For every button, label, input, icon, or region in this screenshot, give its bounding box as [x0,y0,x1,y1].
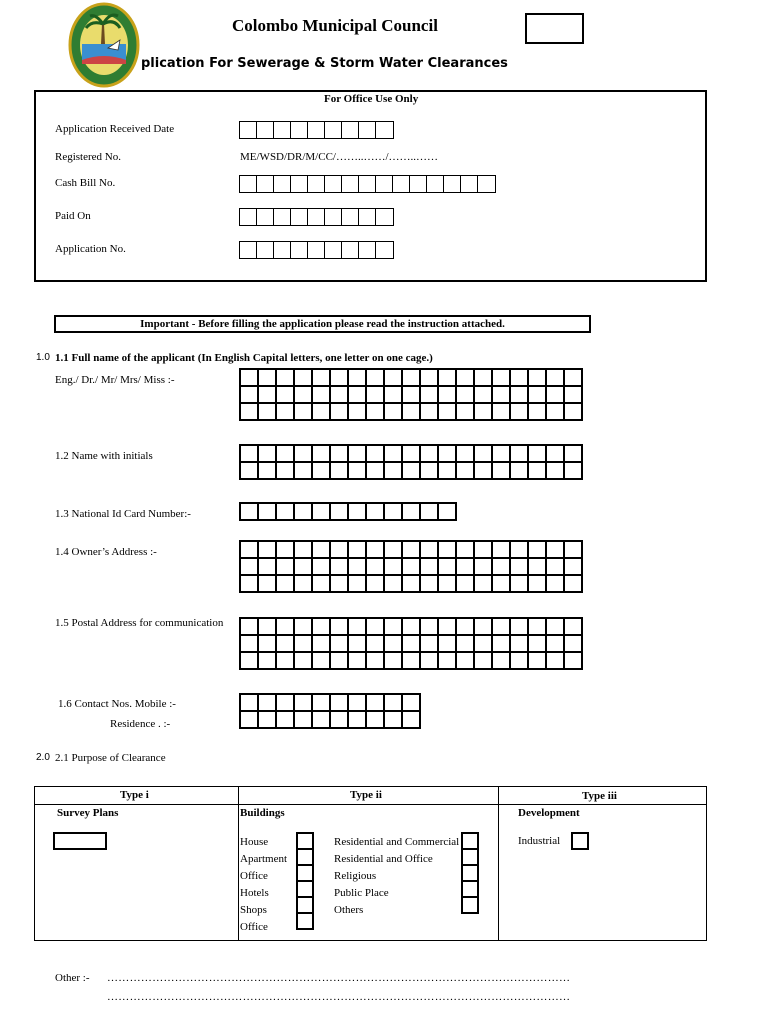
letter-cell[interactable] [358,241,377,259]
owner-address-grid[interactable] [239,540,583,593]
letter-cell[interactable] [307,241,326,259]
letter-cell[interactable] [383,461,403,480]
letter-cell[interactable] [256,208,275,226]
letter-cell[interactable] [311,461,331,480]
letter-cell[interactable] [375,121,394,139]
letter-cell[interactable] [527,461,547,480]
building-option: Public Place [334,887,389,899]
letter-cell[interactable] [437,651,457,670]
letter-cell[interactable] [257,710,277,729]
section-1-heading: 1.1 Full name of the applicant (In English Capital letters, one letter on one cage.) [55,352,433,364]
letter-row [239,574,583,593]
letter-cell[interactable] [473,651,493,670]
page-subtitle: plication For Sewerage & Storm Water Clearances [141,56,508,71]
letter-cell[interactable] [239,651,259,670]
letter-cell[interactable] [257,502,277,521]
letter-cell[interactable] [273,241,292,259]
letter-cell[interactable] [383,574,403,593]
buildings-right-list [334,834,459,919]
contact-grid[interactable] [239,693,421,729]
letter-cell[interactable] [509,651,529,670]
letter-row [239,710,421,729]
letter-cell[interactable] [365,710,385,729]
letter-cell[interactable] [329,502,349,521]
table-header-divider [34,804,707,805]
letter-cell[interactable] [437,402,457,421]
industrial-label: Industrial [518,835,561,847]
letter-cell[interactable] [509,461,529,480]
paid-on-cells[interactable] [239,208,394,226]
letter-cell[interactable] [365,574,385,593]
development-label: Development [518,807,580,819]
letter-cell[interactable] [293,574,313,593]
letter-cell[interactable] [324,175,343,193]
letter-cell[interactable] [257,574,277,593]
important-notice [54,315,591,333]
table-col-divider-2 [498,786,499,941]
letter-cell[interactable] [491,461,511,480]
letter-cell[interactable] [437,502,457,521]
letter-cell[interactable] [401,402,421,421]
building-option: Apartment [240,853,288,865]
mobile-label: 1.6 Contact Nos. Mobile :- [58,698,176,710]
letter-cell[interactable] [347,402,367,421]
section-1-number: 1.0 [36,352,50,363]
letter-cell[interactable] [290,241,309,259]
nic-label: 1.3 National Id Card Number:- [55,508,191,520]
letter-cell[interactable] [307,175,326,193]
table-col-divider-1 [238,786,239,941]
letter-cell[interactable] [347,574,367,593]
letter-cell[interactable] [455,574,475,593]
residence-label: Residence . :- [110,718,171,730]
letter-cell[interactable] [273,175,292,193]
salutation-label: Eng./ Dr./ Mr/ Mrs/ Miss :- [55,374,175,386]
received-date-cells[interactable] [239,121,394,139]
buildings-left-list [240,834,287,936]
nic-grid[interactable] [239,502,457,521]
initials-label: 1.2 Name with initials [55,450,153,462]
building-option: Religious [334,870,377,882]
letter-cell[interactable] [365,651,385,670]
survey-plans-checkbox[interactable] [53,832,107,850]
building-option: Hotels [240,887,269,899]
letter-cell[interactable] [311,710,331,729]
letter-cell[interactable] [401,461,421,480]
cash-bill-label: Cash Bill No. [55,177,116,189]
owner-address-label: 1.4 Owner’s Address :- [55,546,157,558]
letter-cell[interactable] [563,461,583,480]
registered-label: Registered No. [55,151,121,163]
application-no-cells[interactable] [239,241,394,259]
other-line-1[interactable]: …………………………………………………………………………………………………………… [107,972,571,984]
registered-value: ME/WSD/DR/M/CC/……..……/……..…… [240,151,439,163]
letter-cell[interactable] [527,574,547,593]
office-use-title: For Office Use Only [324,93,419,105]
letter-cell[interactable] [375,175,394,193]
letter-cell[interactable] [347,651,367,670]
letter-cell[interactable] [307,208,326,226]
letter-cell[interactable] [275,651,295,670]
letter-cell[interactable] [383,710,403,729]
letter-cell[interactable] [509,402,529,421]
cash-bill-cells[interactable] [239,175,496,193]
letter-cell[interactable] [419,651,439,670]
letter-cell[interactable] [443,175,462,193]
postal-address-label: 1.5 Postal Address for communication [55,617,224,629]
letter-cell[interactable] [347,502,367,521]
letter-cell[interactable] [491,651,511,670]
section-2-heading: 2.1 Purpose of Clearance [55,752,166,764]
letter-cell[interactable] [401,710,421,729]
industrial-checkbox[interactable] [571,832,589,850]
letter-cell[interactable] [256,175,275,193]
letter-cell[interactable] [347,710,367,729]
letter-cell[interactable] [383,502,403,521]
other-label: Other :- [55,972,90,984]
letter-cell[interactable] [375,241,394,259]
letter-cell[interactable] [307,121,326,139]
letter-cell[interactable] [239,574,259,593]
letter-cell[interactable] [239,402,259,421]
buildings-label: Buildings [240,807,285,819]
received-date-label: Application Received Date [55,123,175,135]
letter-cell[interactable] [401,651,421,670]
letter-cell[interactable] [329,461,349,480]
letter-cell[interactable] [419,402,439,421]
other-line-2[interactable]: …………………………………………………………………………………………………………… [107,991,571,1003]
letter-cell[interactable] [311,651,331,670]
letter-cell[interactable] [426,175,445,193]
building-option: Office [240,921,268,933]
letter-cell[interactable] [239,175,258,193]
letter-cell[interactable] [545,651,565,670]
letter-cell[interactable] [419,574,439,593]
letter-cell[interactable] [275,402,295,421]
letter-cell[interactable] [311,502,331,521]
letter-cell[interactable] [341,121,360,139]
letter-cell[interactable] [401,574,421,593]
letter-cell[interactable] [239,710,259,729]
letter-cell[interactable] [329,710,349,729]
council-logo [68,2,140,88]
letter-cell[interactable] [383,402,403,421]
letter-cell[interactable] [239,208,258,226]
building-option: Residential and Office [334,853,433,865]
letter-cell[interactable] [419,502,439,521]
letter-cell[interactable] [257,461,277,480]
letter-cell[interactable] [329,574,349,593]
letter-cell[interactable] [293,710,313,729]
letter-cell[interactable] [460,175,479,193]
letter-cell[interactable] [527,651,547,670]
building-checkbox[interactable] [461,896,479,914]
letter-cell[interactable] [563,402,583,421]
buildings-right-checkboxes [461,832,479,914]
letter-row [239,461,583,480]
letter-cell[interactable] [545,461,565,480]
building-option: Residential and Commercial [334,836,460,848]
letter-cell[interactable] [365,461,385,480]
letter-cell[interactable] [473,574,493,593]
letter-cell[interactable] [324,121,343,139]
type-i-header: Type i [120,789,149,801]
letter-cell[interactable] [275,461,295,480]
letter-cell[interactable] [563,651,583,670]
letter-row [239,651,583,670]
letter-cell[interactable] [256,241,275,259]
letter-cell[interactable] [273,208,292,226]
letter-cell[interactable] [239,461,259,480]
letter-cell[interactable] [563,574,583,593]
letter-cell[interactable] [383,651,403,670]
letter-cell[interactable] [239,241,258,259]
letter-cell[interactable] [358,208,377,226]
letter-cell[interactable] [324,241,343,259]
letter-cell[interactable] [365,402,385,421]
application-no-label: Application No. [55,243,126,255]
initials-grid[interactable] [239,444,583,480]
letter-cell[interactable] [311,574,331,593]
type-ii-header: Type ii [350,789,382,801]
letter-cell[interactable] [477,175,496,193]
letter-cell[interactable] [545,402,565,421]
letter-cell[interactable] [358,175,377,193]
letter-cell[interactable] [375,208,394,226]
letter-cell[interactable] [365,502,385,521]
letter-row [239,402,583,421]
letter-cell[interactable] [329,651,349,670]
letter-cell[interactable] [455,402,475,421]
building-option: Others [334,904,364,916]
paid-on-label: Paid On [55,210,91,222]
letter-cell[interactable] [341,241,360,259]
letter-cell[interactable] [256,121,275,139]
survey-plans-label: Survey Plans [57,807,119,819]
postal-address-grid[interactable] [239,617,583,670]
letter-cell[interactable] [347,461,367,480]
letter-cell[interactable] [509,574,529,593]
letter-cell[interactable] [491,402,511,421]
letter-cell[interactable] [455,461,475,480]
letter-cell[interactable] [419,461,439,480]
letter-cell[interactable] [239,121,258,139]
letter-row [239,502,457,521]
letter-cell[interactable] [437,574,457,593]
letter-cell[interactable] [239,502,259,521]
letter-cell[interactable] [329,402,349,421]
letter-cell[interactable] [324,208,343,226]
section-2-number: 2.0 [36,752,50,763]
form-number-box[interactable] [525,13,584,44]
letter-cell[interactable] [341,208,360,226]
building-option: Office [240,870,268,882]
letter-cell[interactable] [257,651,277,670]
letter-cell[interactable] [311,402,331,421]
building-option: Shops [240,904,267,916]
letter-cell[interactable] [290,121,309,139]
letter-cell[interactable] [293,402,313,421]
letter-cell[interactable] [275,502,295,521]
important-text: Important - Before filling the application please read the instruction attached. [140,318,505,330]
letter-cell[interactable] [409,175,428,193]
letter-cell[interactable] [290,175,309,193]
letter-cell[interactable] [473,461,493,480]
building-option: House [240,836,269,848]
building-checkbox[interactable] [296,912,314,930]
letter-cell[interactable] [358,121,377,139]
full-name-grid[interactable] [239,368,583,421]
letter-cell[interactable] [455,651,475,670]
buildings-left-checkboxes [296,832,314,930]
page-title: Colombo Municipal Council [232,16,438,35]
letter-cell[interactable] [257,402,277,421]
letter-cell[interactable] [341,175,360,193]
letter-cell[interactable] [273,121,292,139]
letter-cell[interactable] [293,651,313,670]
letter-cell[interactable] [545,574,565,593]
letter-cell[interactable] [275,574,295,593]
letter-cell[interactable] [392,175,411,193]
letter-cell[interactable] [290,208,309,226]
letter-cell[interactable] [293,461,313,480]
letter-cell[interactable] [437,461,457,480]
type-iii-header: Type iii [582,790,617,802]
letter-cell[interactable] [491,574,511,593]
letter-cell[interactable] [401,502,421,521]
letter-cell[interactable] [473,402,493,421]
letter-cell[interactable] [275,710,295,729]
letter-cell[interactable] [527,402,547,421]
letter-cell[interactable] [293,502,313,521]
